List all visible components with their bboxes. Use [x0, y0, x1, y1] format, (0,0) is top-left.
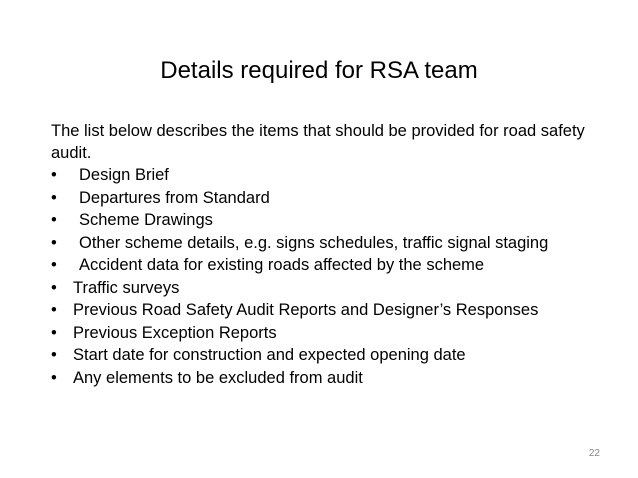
- list-item: [51, 254, 621, 277]
- list-item-text: Previous Road Safety Audit Reports and Designer’s Responses: [73, 301, 539, 319]
- bullet-icon: •: [51, 233, 57, 252]
- list-item: [51, 322, 621, 345]
- list-item-text: Departures from Standard: [79, 188, 270, 207]
- bullet-icon: •: [51, 323, 57, 342]
- list-item: [51, 164, 621, 187]
- list-item-text: Traffic surveys: [73, 278, 180, 297]
- list-item: [51, 299, 621, 322]
- bullet-icon: •: [51, 301, 57, 319]
- bullet-icon: •: [51, 256, 57, 274]
- list-item: [51, 209, 621, 232]
- list-item: [51, 187, 621, 210]
- list-item-text: Scheme Drawings: [79, 211, 213, 229]
- page-number: 22: [588, 448, 600, 459]
- list-item-text: Accident data for existing roads affected by the scheme: [79, 256, 485, 274]
- list-item: [51, 367, 621, 390]
- bullet-icon: •: [51, 188, 57, 207]
- list-item: [51, 344, 621, 367]
- list-item: [51, 277, 621, 300]
- bullet-icon: •: [51, 166, 57, 184]
- bullet-icon: •: [51, 368, 57, 387]
- list-item-text: Previous Exception Reports: [73, 323, 277, 342]
- list-item-text: Other scheme details, e.g. signs schedules, traffic signal staging: [79, 233, 549, 252]
- intro-paragraph: The list below describes the items that should be provided for road safety audit.: [51, 122, 585, 162]
- requirements-list: [51, 164, 621, 389]
- bullet-icon: •: [51, 211, 57, 229]
- bullet-icon: •: [51, 278, 57, 297]
- bullet-icon: •: [51, 346, 57, 364]
- slide-title: Details required for RSA team: [160, 57, 478, 84]
- list-item-text: Start date for construction and expected opening date: [73, 346, 466, 364]
- list-item-text: Design Brief: [79, 166, 169, 184]
- list-item: [51, 232, 621, 255]
- list-item-text: Any elements to be excluded from audit: [73, 368, 363, 387]
